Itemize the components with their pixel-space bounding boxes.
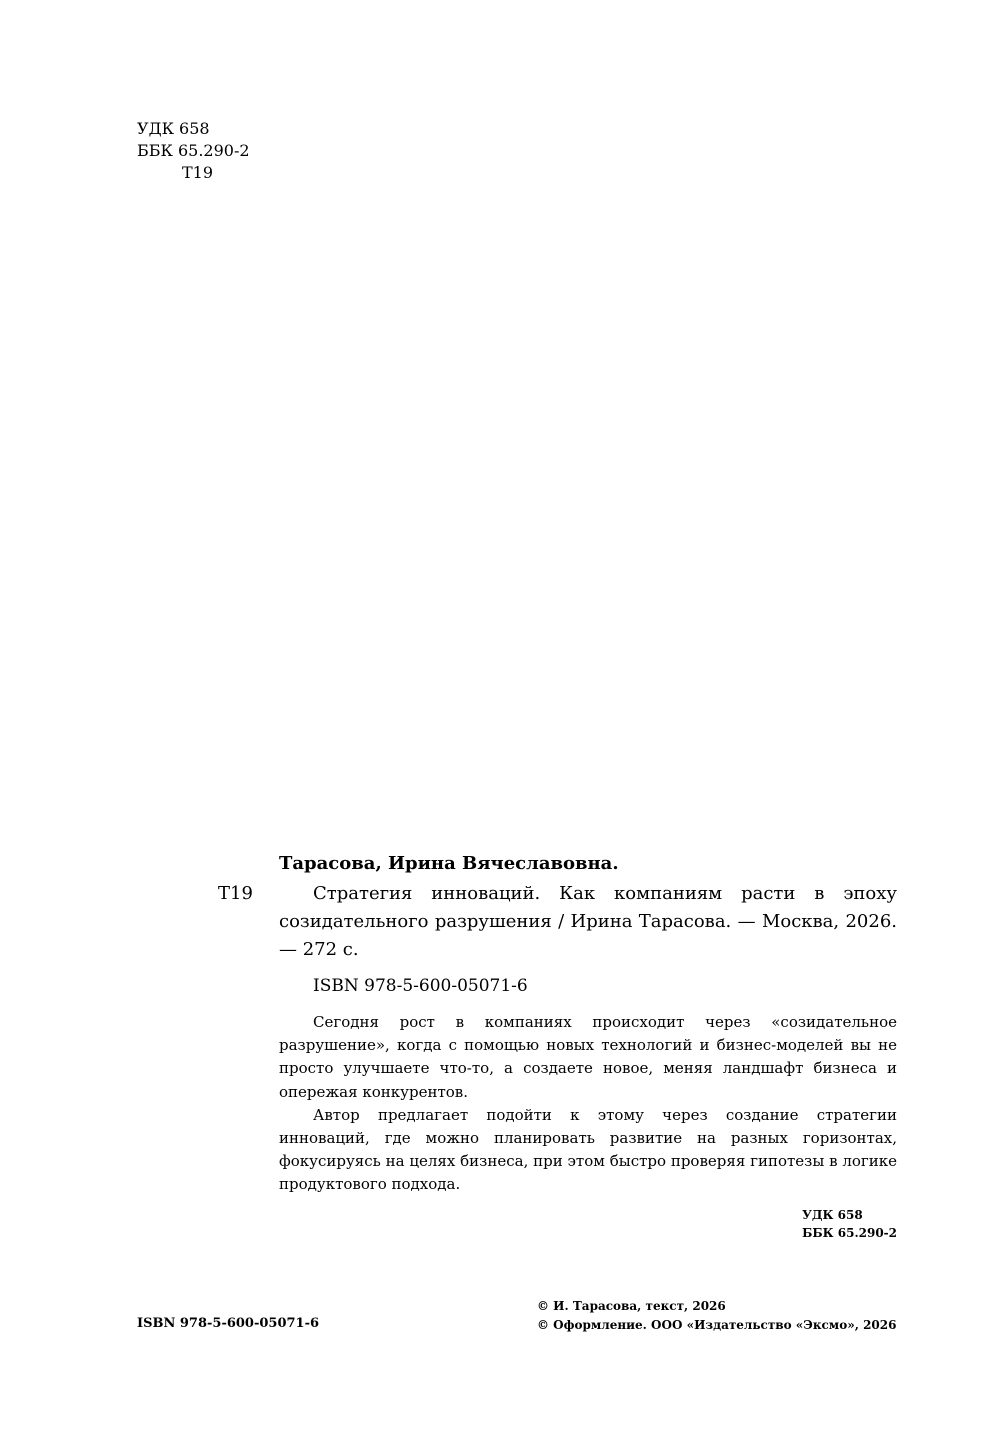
author-mark-top: Т19 — [182, 163, 214, 182]
classification-top — [137, 118, 250, 184]
copyright-block — [537, 1297, 896, 1335]
isbn-record: ISBN 978-5-600-05071-6 — [313, 976, 528, 996]
annotation-paragraph: Сегодня рост в компаниях происходит через «созидательное разрушение», когда с помощью новых технологий и бизнес-моделей вы не просто улучшаете что-то, а создаете новое, меняя ландшафт бизнеса и опережая конкурентов. — [279, 1013, 897, 1101]
bibliographic-description: Стратегия инноваций. Как компаниям расти в эпоху созидательного разрушения / Ирина Тарасова. — Москва, 2026. — 272 с. — [279, 883, 897, 960]
author-mark: Т19 — [218, 883, 253, 904]
bbk-code-bottom: ББК 65.290-2 — [802, 1226, 897, 1240]
copyright-text: © И. Тарасова, текст, 2026 — [537, 1299, 726, 1313]
annotation-paragraph: Автор предлагает подойти к этому через создание стратегии инноваций, где можно планировать развитие на разных горизонтах, фокусируясь на целях бизнеса, при этом быстро проверяя гипотезы в логике продуктового подхода. — [279, 1105, 897, 1194]
isbn-footer: ISBN 978-5-600-05071-6 — [137, 1316, 320, 1331]
udk-code-bottom: УДК 658 — [802, 1208, 863, 1222]
annotation — [279, 1011, 897, 1197]
author-heading: Тарасова, Ирина Вячеславовна. — [279, 853, 619, 874]
copyright-design: © Оформление. ООО «Издательство «Эксмо», 2026 — [537, 1318, 897, 1332]
classification-bottom — [802, 1206, 897, 1242]
udk-code: УДК 658 — [137, 119, 210, 138]
bbk-code: ББК 65.290-2 — [137, 141, 250, 160]
